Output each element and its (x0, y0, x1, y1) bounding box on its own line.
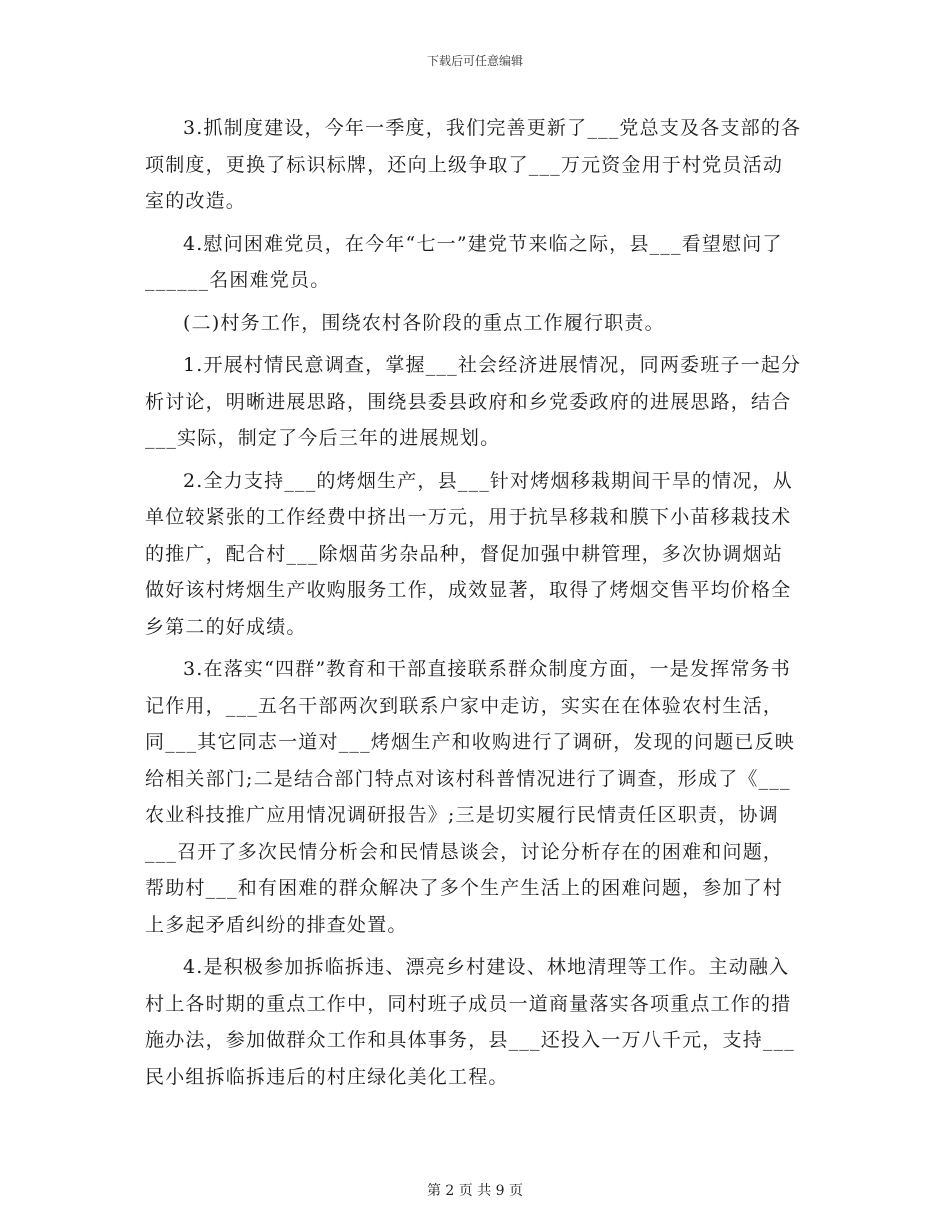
section-heading: (二)村务工作，围绕农村各阶段的重点工作履行职责。 (183, 311, 665, 334)
paragraph-4: 2.全力支持___的烤烟生产，县___针对烤烟移栽期间干旱的情况，从单位较紧张的工作经费中挤出一万元，用于抗旱移栽和膜下小苗移栽技术的推广，配合村___除烟苗劣杂品种，督促加强中耕管理，多次协调烟站做好该村烤烟生产收购服务工作，成效显著，取得了烤烟交售平均价格全乡第二的好成绩。 (145, 469, 793, 638)
paragraph-5: 3.在落实“四群”教育和干部直接联系群众制度方面，一是发挥常务书记作用，___五名干部两次到联系户家中走访，实实在在体验农村生活，同___其它同志一道对___烤烟生产和收购进行了调研，发现的问题已反映给相关部门;二是结合部门特点对该村科普情况进行了调查，形成了《___农业科技推广应用情况调研报告》;三是切实履行民情责任区职责，协调___召开了多次民情分析会和民情恳谈会，讨论分析存在的困难和问题，帮助村___和有困难的群众解决了多个生产生活上的困难问题，参加了村上多起矛盾纠纷的排查处置。 (145, 658, 796, 936)
paragraph-2: 4.慰问困难党员，在今年“七一”建党节来临之际，县___看望慰问了______名困难党员。 (145, 232, 783, 291)
page-footer: 第 2 页 共 9 页 (426, 1183, 524, 1199)
paragraph-6: 4.是积极参加拆临拆违、漂亮乡村建设、林地清理等工作。主动融入村上各时期的重点工作中，同村班子成员一道商量落实各项重点工作的措施办法，参加做群众工作和具体事务，县___还投入一万八千元，支持___民小组拆临拆违后的村庄绿化美化工程。 (145, 956, 796, 1088)
paragraph-3: 1.开展村情民意调查，掌握___社会经济进展情况，同两委班子一起分析讨论，明晰进展思路，围绕县委县政府和乡党委政府的进展思路，结合___实际，制定了今后三年的进展规划。 (145, 354, 802, 449)
page-header: 下载后可任意编辑 (426, 54, 523, 68)
paragraph-1: 3.抓制度建设，今年一季度，我们完善更新了___党总支及各支部的各项制度，更换了标识标牌，还向上级争取了___万元资金用于村党员活动室的改造。 (145, 117, 802, 212)
document-body (145, 110, 803, 1101)
